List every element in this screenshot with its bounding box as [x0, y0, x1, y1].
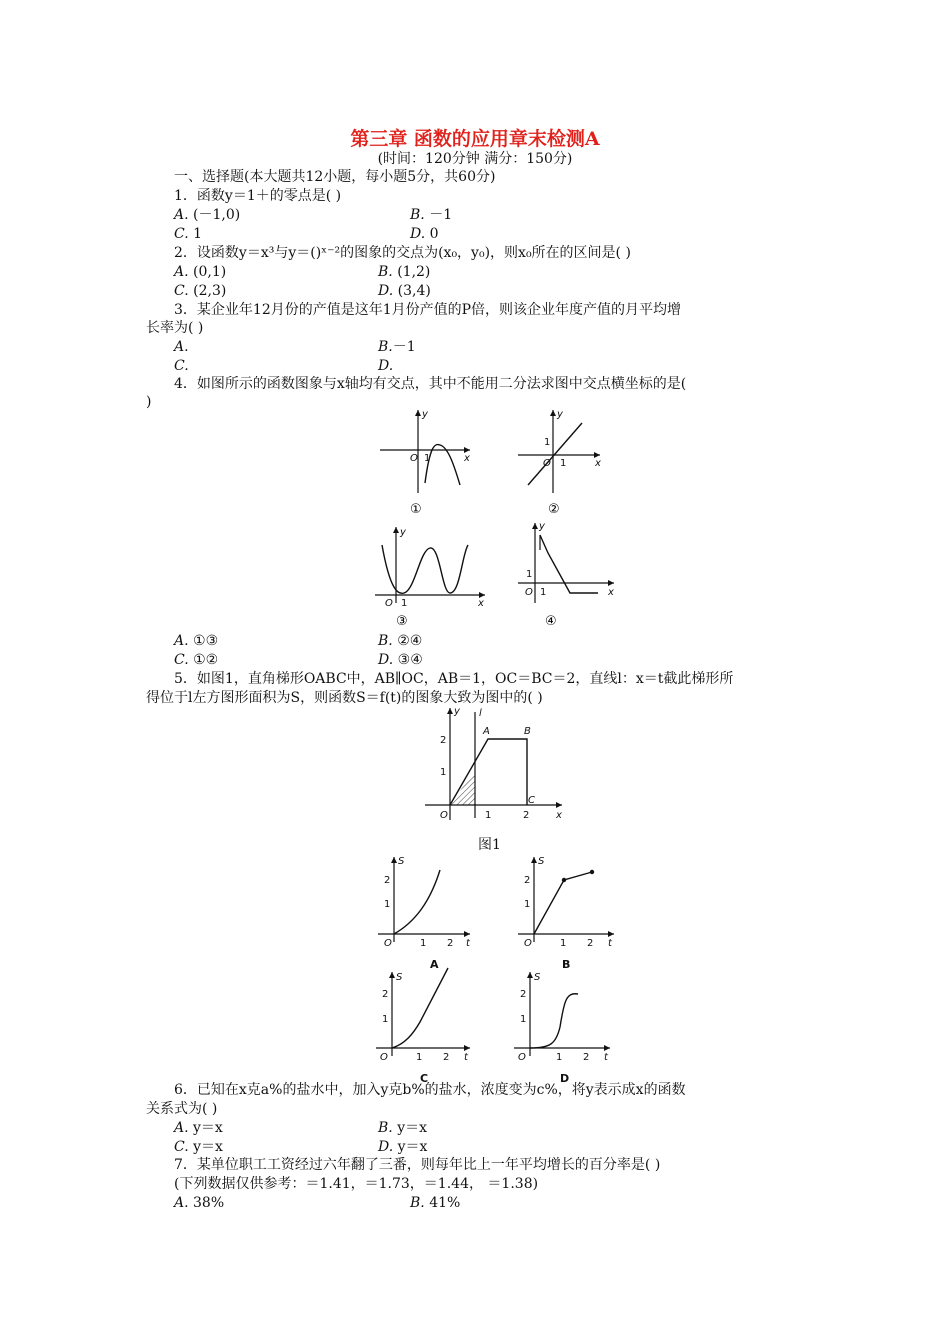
svg-text:A: A	[430, 958, 439, 971]
q3-option-c: C.	[174, 358, 189, 374]
choice-graph-a	[378, 856, 471, 971]
svg-text:2: 2	[587, 938, 594, 949]
svg-text:1: 1	[424, 453, 431, 464]
svg-text:x: x	[595, 458, 601, 469]
q4-option-a: A. ①③	[174, 633, 219, 649]
q6-stem-line2: 关系式为( )	[146, 1101, 218, 1117]
svg-text:1: 1	[526, 569, 533, 580]
choice-graph-c	[376, 968, 470, 1082]
q2-option-a: A. (0,1)	[174, 264, 227, 280]
svg-text:C: C	[420, 1072, 429, 1082]
q3-option-b: B.－1	[378, 339, 416, 355]
exam-info: (时间：120分钟 满分：150分)	[377, 151, 573, 167]
q6-option-d: D. y＝x	[378, 1139, 428, 1155]
svg-text:2: 2	[440, 735, 447, 746]
svg-text:1: 1	[440, 767, 447, 778]
svg-text:2: 2	[382, 989, 389, 1000]
svg-text:1: 1	[524, 899, 531, 910]
svg-text:S: S	[538, 856, 545, 867]
svg-text:2: 2	[523, 810, 530, 821]
q6-option-c: C. y＝x	[174, 1139, 223, 1155]
svg-text:1: 1	[540, 587, 547, 598]
svg-text:①: ①	[410, 502, 422, 517]
q4-figures	[370, 405, 630, 635]
svg-text:D: D	[560, 1072, 570, 1082]
svg-text:t: t	[464, 1052, 468, 1063]
q7-stem-line2: (下列数据仅供参考：＝1.41，＝1.73，＝1.44， ＝1.38)	[174, 1176, 539, 1192]
q1-stem: 1．函数y＝1＋的零点是( )	[174, 188, 342, 204]
svg-text:1: 1	[560, 458, 567, 469]
q1-option-c: C. 1	[174, 226, 203, 242]
q3-stem-line1: 3．某企业年12月份的产值是这年1月份产值的P倍，则该企业年度产值的月平均增	[174, 302, 682, 318]
graph-1	[380, 409, 470, 517]
svg-text:2: 2	[447, 938, 454, 949]
svg-text:C: C	[528, 795, 535, 806]
q7-option-b: B. 41%	[410, 1195, 461, 1211]
q6-option-b: B. y＝x	[378, 1120, 428, 1136]
choice-graph-b	[518, 856, 614, 971]
svg-text:y: y	[539, 521, 545, 532]
svg-text:t: t	[466, 938, 470, 949]
graph-3	[375, 527, 485, 629]
svg-text:O: O	[440, 810, 448, 821]
svg-text:l: l	[479, 708, 482, 719]
page-title: 第三章 函数的应用章末检测A	[350, 128, 600, 150]
svg-text:1: 1	[485, 810, 492, 821]
svg-text:1: 1	[520, 1014, 527, 1025]
q1-option-d: D. 0	[410, 226, 439, 242]
svg-text:x: x	[464, 453, 470, 464]
svg-text:1: 1	[416, 1052, 423, 1063]
svg-text:S: S	[396, 972, 403, 983]
svg-text:1: 1	[382, 1014, 389, 1025]
svg-text:2: 2	[384, 875, 391, 886]
svg-text:O: O	[518, 1052, 526, 1063]
q5-stem-line2: 得位于l左方图形面积为S，则函数S＝f(t)的图象大致为图中的( )	[146, 690, 543, 706]
svg-text:t: t	[608, 938, 612, 949]
svg-text:1: 1	[544, 437, 551, 448]
graph-4	[518, 521, 614, 629]
q3-option-a: A.	[174, 339, 189, 355]
svg-text:O: O	[525, 587, 533, 598]
q1-option-b: B. －1	[410, 207, 453, 223]
svg-text:2: 2	[520, 989, 527, 1000]
svg-text:O: O	[380, 1052, 388, 1063]
svg-text:y: y	[422, 409, 428, 420]
svg-text:2: 2	[583, 1052, 590, 1063]
q2-option-c: C. (2,3)	[174, 283, 227, 299]
q4-option-b: B. ②④	[378, 633, 423, 649]
q3-option-d: D.	[378, 358, 394, 374]
svg-text:2: 2	[443, 1052, 450, 1063]
q4-stem-line2: )	[146, 394, 152, 410]
svg-text:x: x	[556, 810, 562, 821]
svg-text:B: B	[562, 958, 571, 971]
svg-text:O: O	[410, 453, 418, 464]
q6-option-a: A. y＝x	[174, 1120, 223, 1136]
figure-1-caption: 图1	[478, 837, 501, 853]
svg-text:S: S	[398, 856, 405, 867]
svg-text:y: y	[557, 409, 563, 420]
svg-text:A: A	[483, 726, 490, 737]
svg-text:x: x	[478, 598, 484, 609]
svg-text:1: 1	[384, 899, 391, 910]
q7-stem-line1: 7．某单位职工工资经过六年翻了三番，则每年比上一年平均增长的百分率是( )	[174, 1157, 661, 1173]
svg-text:t: t	[604, 1052, 608, 1063]
svg-text:O: O	[385, 598, 393, 609]
q5-choice-graphs	[370, 852, 630, 1082]
svg-text:2: 2	[524, 875, 531, 886]
svg-text:1: 1	[560, 938, 567, 949]
q1-option-a: A. (－1,0)	[174, 207, 241, 223]
q2-option-b: B. (1,2)	[378, 264, 431, 280]
q7-option-a: A. 38%	[174, 1195, 225, 1211]
section-heading: 一、选择题(本大题共12小题，每小题5分，共60分)	[174, 169, 496, 185]
svg-text:④: ④	[545, 614, 557, 629]
choice-graph-d	[514, 972, 610, 1082]
svg-text:S: S	[534, 972, 541, 983]
graph-2	[518, 409, 601, 517]
q2-option-d: D. (3,4)	[378, 283, 431, 299]
svg-text:O: O	[384, 938, 392, 949]
q6-stem-line1: 6．已知在x克a%的盐水中，加入y克b%的盐水，浓度变为c%，将y表示成x的函数	[174, 1082, 686, 1098]
svg-text:x: x	[608, 587, 614, 598]
svg-text:②: ②	[548, 502, 560, 517]
svg-text:1: 1	[556, 1052, 563, 1063]
q2-stem: 2．设函数y＝x³与y＝()ˣ⁻²的图象的交点为(x₀，y₀)，则x₀所在的区间是( )	[174, 245, 631, 261]
q4-option-d: D. ③④	[378, 652, 423, 668]
q5-stem-line1: 5．如图1，直角梯形OABC中，AB∥OC，AB＝1，OC＝BC＝2，直线l：x＝t截此梯形所	[174, 671, 734, 687]
q4-option-c: C. ①②	[174, 652, 219, 668]
svg-text:1: 1	[420, 938, 427, 949]
svg-text:1: 1	[401, 598, 408, 609]
q4-stem-line1: 4．如图所示的函数图象与x轴均有交点，其中不能用二分法求图中交点横坐标的是(	[174, 376, 687, 392]
svg-text:③: ③	[396, 614, 408, 629]
svg-text:O: O	[524, 938, 532, 949]
svg-text:y: y	[454, 706, 460, 717]
svg-text:O: O	[543, 458, 551, 469]
svg-text:B: B	[524, 726, 531, 737]
svg-text:y: y	[400, 527, 406, 538]
q3-stem-line2: 长率为( )	[146, 320, 204, 336]
